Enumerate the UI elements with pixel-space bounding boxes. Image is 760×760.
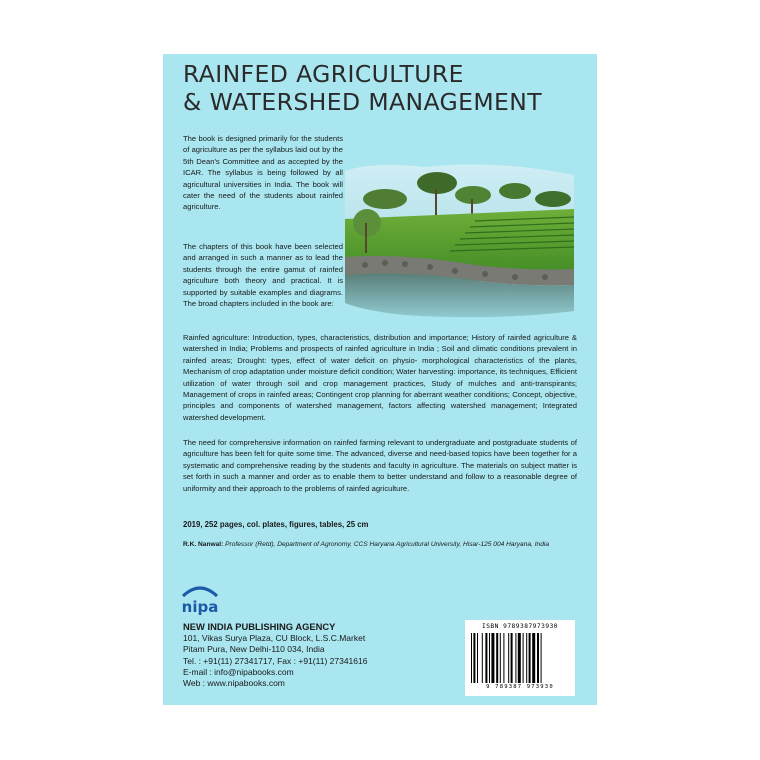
barcode-bar <box>537 633 539 683</box>
description-chapters: Rainfed agriculture: Introduction, types, characteristics, distribution and importance; History of rainfed agriculture & watershed in India; Problems and prospects of rainfed agriculture in India ; Soil and climatic conditions prevalent in rainfed areas; Drought: types, effect of water deficit on physio- morphological characteristics of the plants, Mechanism of crop adaptation under moisture deficit condition; Water harvesting: importance, its techniques, Efficient utilization of water through soil and crop management practices, Study of mulches and anti-transpirants; Management of crops in rainfed areas; Contingent crop planning for aberrant weather conditions; Concept, objective, principles and components of watershed management, factors affecting watershed management; Integrated watershed development. <box>183 333 577 422</box>
barcode-bar <box>529 633 531 683</box>
publication-details: 2019, 252 pages, col. plates, figures, tables, 25 cm <box>183 520 369 529</box>
title-line-2: & WATERSHED MANAGEMENT <box>183 88 543 116</box>
barcode-bar <box>482 633 483 683</box>
publisher-email: E-mail : info@nipabooks.com <box>183 666 294 677</box>
isbn-barcode <box>465 620 575 696</box>
barcode-bar <box>503 633 504 683</box>
barcode-bar <box>471 633 472 683</box>
author-info <box>183 540 577 550</box>
barcode-bar <box>541 633 542 683</box>
isbn-digits: 9 789387 973930 <box>486 684 554 690</box>
book-title <box>183 60 593 116</box>
barcode-bars <box>471 633 569 683</box>
description-paragraph-3: The need for comprehensive information on rainfed farming relevant to undergraduate and postgraduate students of agriculture has been felt for quite some time. The advanced, diverse and need-based topics have been together for a systematic and comprehensive reading by the students and faculty in agriculture. The materials on subject matter is set forth in such a manner and order as to enable them to better understand and follow to a reasonable degree of uniformity and their approach to the problems of rainfed agriculture. <box>183 438 577 493</box>
barcode-bar <box>526 633 527 683</box>
nipa-logo <box>177 582 223 622</box>
description-paragraph-2: The chapters of this book have been selected and arranged in such a manner as to lead the students through the entire gamut of rainfed agriculture both theory and practical. It is supported by suitable examples and diagrams. The broad chapters included in the book are: <box>183 242 343 309</box>
publisher-web: Web : www.nipabooks.com <box>183 678 285 689</box>
barcode-bar <box>477 633 478 683</box>
barcode-bar <box>508 633 509 683</box>
title-line-1: RAINFED AGRICULTURE <box>183 60 464 88</box>
book-back-cover <box>163 54 597 705</box>
landscape-field-pond-photo <box>345 161 574 321</box>
barcode-bar <box>532 633 535 683</box>
publisher-address-2: Pitam Pura, New Delhi-110 034, India <box>183 644 325 655</box>
barcode-bar <box>523 633 524 683</box>
barcode-bar <box>485 633 487 683</box>
author-name: R.K. Nanwal: <box>183 541 224 548</box>
barcode-bar <box>491 633 494 683</box>
barcode-bar <box>518 633 521 683</box>
barcode-bar <box>511 633 513 683</box>
isbn-label: ISBN 9789387973930 <box>481 623 559 630</box>
publisher-address-1: 101, Vikas Surya Plaza, CU Block, L.S.C.Market <box>183 633 366 643</box>
publisher-block <box>183 621 443 689</box>
barcode-bar <box>496 633 498 683</box>
publisher-phone: Tel. : +91(11) 27341717, Fax : +91(11) 27341616 <box>183 655 368 666</box>
barcode-bar <box>473 633 475 683</box>
publisher-name: NEW INDIA PUBLISHING AGENCY <box>183 621 336 632</box>
author-affiliation: Professor (Retd), Department of Agronomy, CCS Haryana Agricultural University, Hisar-125 004 Haryana, India <box>225 541 549 548</box>
description-paragraph-1: The book is designed primarily for the students of agriculture as per the syllabus laid out by the 5th Dean's Committee and as accepted by the ICAR. The syllabus is being followed by all agricultural universities in India. The book will cater the need of the students about rainfed agriculture. <box>183 134 343 212</box>
barcode-bar <box>500 633 501 683</box>
barcode-bar <box>515 633 516 683</box>
barcode-bar <box>489 633 490 683</box>
logo-text: nipa <box>181 598 219 616</box>
